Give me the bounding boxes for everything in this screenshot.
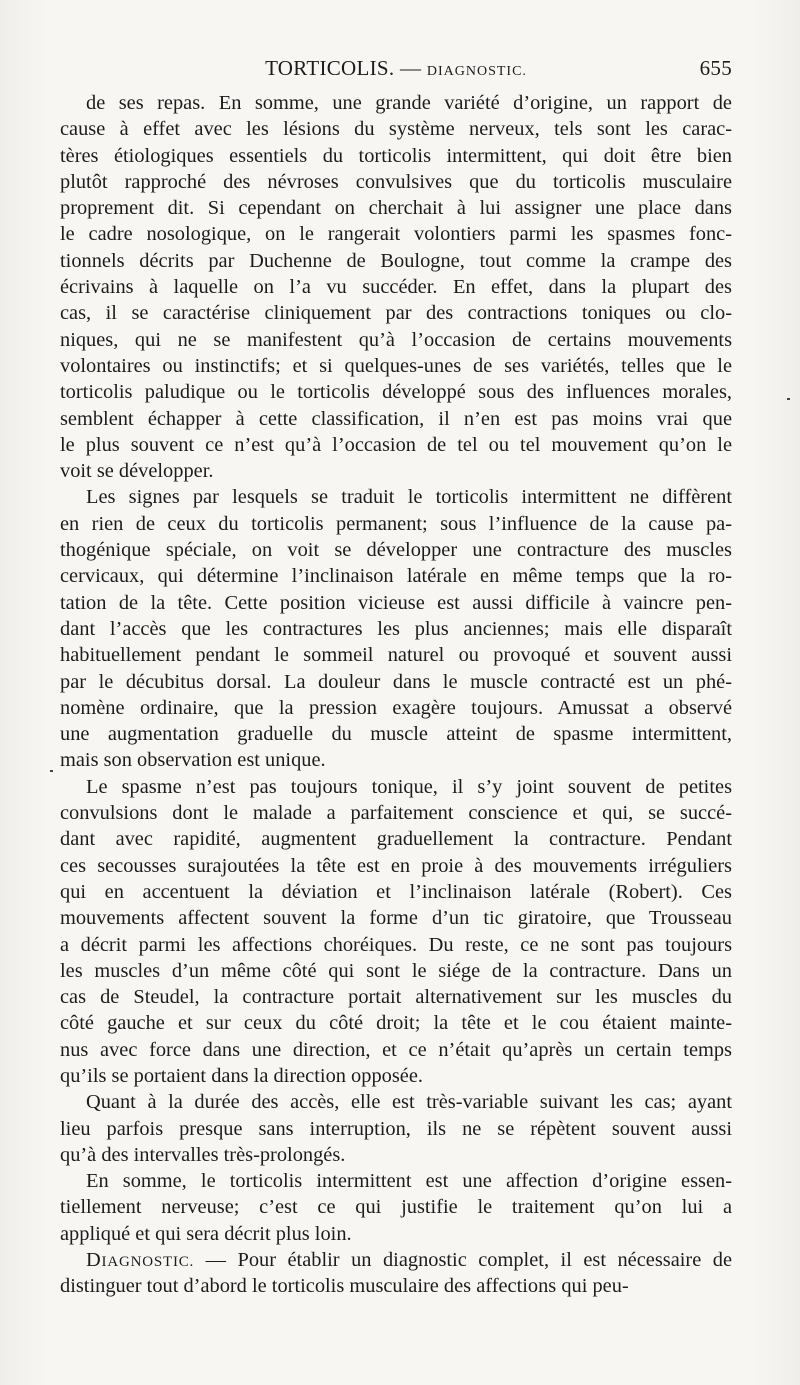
line-text: cervicaux, qui détermine l’inclinaison latérale en même temps que la ro- — [60, 565, 732, 588]
line-text: niques, qui ne se manifestent qu’à l’occasion de certains mouvements — [60, 328, 732, 351]
line-text: proprement dit. Si cependant on cherchait à lui assigner une place dans — [60, 197, 732, 220]
line-text: Le spasme n’est pas toujours tonique, il s’y joint souvent de petites — [86, 775, 732, 798]
text-line — [60, 1037, 732, 1063]
line-text: tères étiologiques essentiels du torticolis intermittent, qui doit être bien — [60, 144, 732, 167]
text-line — [60, 695, 732, 721]
line-text: écrivains à laquelle on l’a vu succéder. En effet, dans la plupart des — [60, 276, 732, 299]
paragraph — [60, 774, 732, 1090]
text-line — [60, 116, 732, 142]
line-text: cause à effet avec les lésions du système nerveux, tels sont les carac- — [60, 118, 732, 141]
text-line — [60, 905, 732, 931]
text-line — [60, 1010, 732, 1036]
text-line — [60, 353, 732, 379]
running-title — [60, 56, 732, 81]
text-line — [60, 90, 732, 116]
paragraph — [60, 1089, 732, 1168]
text-line — [60, 1247, 732, 1273]
line-text: dant l’accès que les contractures les plus anciennes; mais elle disparaît — [60, 617, 732, 640]
line-text: qui en accentuent la déviation et l’inclinaison latérale (Robert). Ces — [60, 880, 732, 903]
text-line — [60, 1116, 732, 1142]
text-line — [60, 800, 732, 826]
line-text: thogénique spéciale, on voit se développer une contracture des muscles — [60, 539, 732, 562]
paragraph — [60, 90, 732, 484]
text-line — [60, 669, 732, 695]
running-header — [60, 56, 732, 86]
header-title-main: TORTICOLIS. — [265, 56, 395, 80]
text-line — [60, 958, 732, 984]
text-line — [60, 774, 732, 800]
text-line — [60, 143, 732, 169]
line-text: nus avec force dans une direction, et ce n’était qu’après un certain temps — [60, 1038, 732, 1061]
text-line — [60, 879, 732, 905]
text-line — [60, 932, 732, 958]
header-dash: — — [394, 56, 427, 80]
line-text: nomène ordinaire, que la pression exagère toujours. Amussat a observé — [60, 696, 732, 719]
line-text: mais son observation est unique. — [60, 749, 326, 772]
line-text: cas, il se caractérise cliniquement par des contractions toniques ou clo- — [60, 302, 732, 325]
header-title-sub: DIAGNOSTIC. — [426, 64, 527, 79]
line-text: torticolis paludique ou le torticolis développé sous des influences morales, — [60, 381, 732, 404]
text-line — [60, 484, 732, 510]
line-text: En somme, le torticolis intermittent est une affection d’origine essen- — [86, 1170, 732, 1193]
text-line — [60, 432, 732, 458]
line-text: de ses repas. En somme, une grande variété d’origine, un rapport de — [86, 92, 732, 114]
line-text: ces secousses surajoutées la tête est en proie à des mouvements irréguliers — [60, 854, 732, 877]
line-text: tiellement nerveuse; c’est ce qui justifie le traitement qu’on lui a — [60, 1196, 732, 1219]
line-text: les muscles d’un même côté qui sont le siége de la contracture. Dans un — [60, 959, 732, 982]
line-text: a décrit parmi les affections choréiques. Du reste, ce ne sont pas toujours — [60, 933, 732, 956]
text-line — [60, 853, 732, 879]
text-line — [60, 826, 732, 852]
line-text: une augmentation graduelle du muscle atteint de spasme intermittent, — [60, 723, 732, 746]
line-text: Quant à la durée des accès, elle est très-variable suivant les cas; ayant — [86, 1091, 732, 1114]
text-line — [60, 1168, 732, 1194]
text-line — [60, 1273, 732, 1299]
text-line — [60, 221, 732, 247]
body-text — [60, 90, 732, 1300]
text-line — [60, 1221, 732, 1247]
section-lead: DIAGNOSTIC. — [86, 1249, 195, 1272]
text-line — [60, 327, 732, 353]
line-text: convulsions dont le malade a parfaitement conscience et qui, se succé- — [60, 802, 732, 825]
text-line — [60, 379, 732, 405]
line-text: dant avec rapidité, augmentent graduellement la contracture. Pendant — [60, 828, 732, 851]
paragraph — [60, 1247, 732, 1300]
text-line — [60, 642, 732, 668]
text-line — [60, 1063, 732, 1089]
line-text: distinguer tout d’abord le torticolis musculaire des affections qui peu- — [60, 1275, 629, 1298]
page-number: 655 — [699, 56, 732, 80]
text-line — [60, 511, 732, 537]
line-text: Les signes par lesquels se traduit le torticolis intermittent ne diffèrent — [86, 486, 732, 509]
margin-mark — [50, 770, 53, 772]
line-text: tation de la tête. Cette position vicieuse est aussi difficile à vaincre pen- — [60, 591, 732, 614]
line-text: qu’à des intervalles très-prolongés. — [60, 1143, 346, 1166]
line-text: plutôt rapproché des névroses convulsives que du torticolis musculaire — [60, 170, 732, 193]
text-line — [60, 248, 732, 274]
line-text: habituellement pendant le sommeil naturel ou provoqué et souvent aussi — [60, 644, 732, 667]
line-text: côté gauche et sur ceux du côté droit; la tête et le cou étaient mainte- — [60, 1012, 732, 1035]
line-text: appliqué et qui sera décrit plus loin. — [60, 1222, 352, 1245]
text-line — [60, 537, 732, 563]
paragraph — [60, 1168, 732, 1247]
line-text: voit se développer. — [60, 460, 214, 483]
text-line — [60, 169, 732, 195]
paragraph — [60, 484, 732, 773]
line-text: mouvements affectent souvent la forme d’un tic giratoire, que Trousseau — [60, 907, 732, 930]
line-text: lieu parfois presque sans interruption, ils ne se répètent souvent aussi — [60, 1117, 732, 1140]
line-text: qu’ils se portaient dans la direction opposée. — [60, 1064, 423, 1087]
line-text: tionnels décrits par Duchenne de Boulogne, tout comme la crampe des — [60, 249, 732, 272]
line-text: le plus souvent ce n’est qu’à l’occasion de tel ou tel mouvement qu’on le — [60, 433, 732, 456]
text-line — [60, 1089, 732, 1115]
text-line — [60, 616, 732, 642]
line-text: volontaires ou instinctifs; et si quelques-unes de ses variétés, telles que le — [60, 354, 732, 377]
text-line — [60, 1142, 732, 1168]
text-line — [60, 747, 732, 773]
text-line — [60, 274, 732, 300]
margin-mark — [787, 398, 790, 400]
text-line — [60, 721, 732, 747]
text-line — [60, 458, 732, 484]
text-line — [60, 1194, 732, 1220]
text-line — [60, 300, 732, 326]
line-text: le cadre nosologique, on le rangerait volontiers parmi les spasmes fonc- — [60, 223, 732, 246]
line-text: par le décubitus dorsal. La douleur dans le muscle contracté est un phé- — [60, 670, 732, 693]
text-line — [60, 590, 732, 616]
text-line — [60, 984, 732, 1010]
line-text: semblent échapper à cette classification, il n’en est pas moins vrai que — [60, 407, 732, 430]
line-text: cas de Steudel, la contracture portait alternativement sur les muscles du — [60, 986, 732, 1009]
line-text: en rien de ceux du torticolis permanent; sous l’influence de la cause pa- — [60, 512, 732, 535]
text-line — [60, 195, 732, 221]
text-line — [60, 406, 732, 432]
line-text: — Pour établir un diagnostic complet, il est nécessaire de — [194, 1249, 732, 1272]
text-line — [60, 563, 732, 589]
